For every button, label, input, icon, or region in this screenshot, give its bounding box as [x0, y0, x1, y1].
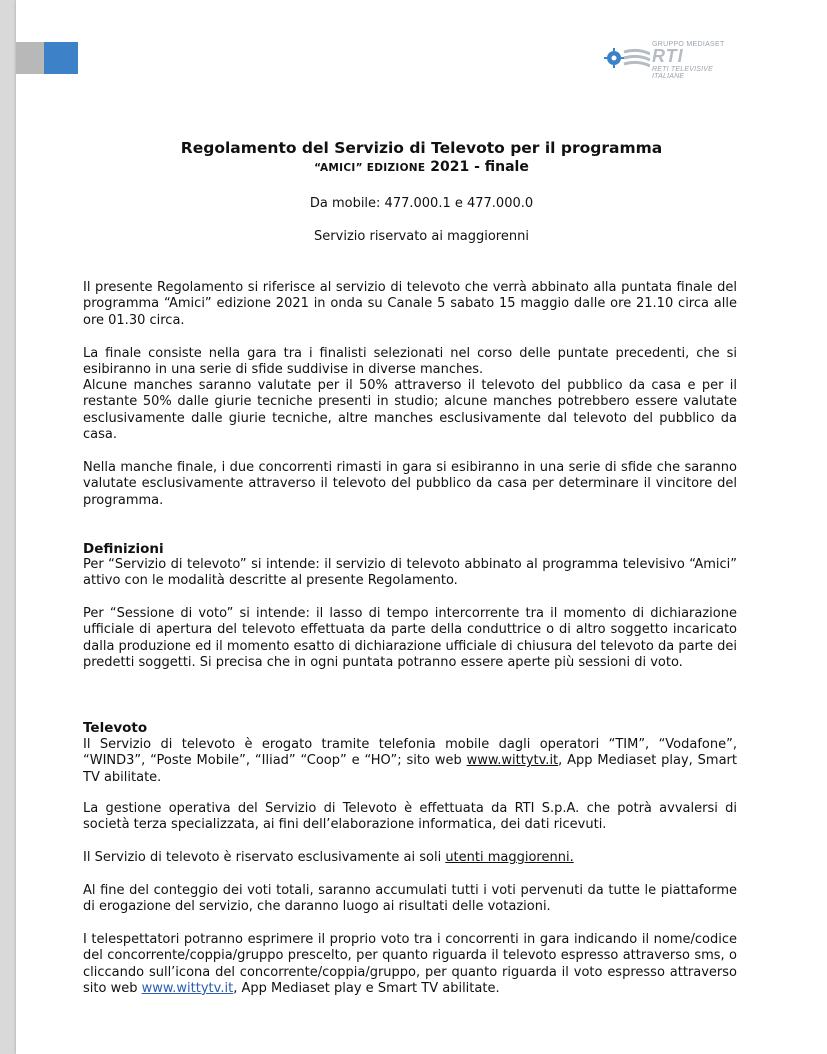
corner-accent-gray — [16, 42, 44, 74]
subtitle-program: “AMICI” EDIZIONE — [314, 162, 426, 174]
rti-logo — [604, 40, 744, 80]
document-subtitle — [16, 159, 827, 175]
corner-accent-blue — [44, 42, 78, 74]
wittytv-link-2[interactable]: www.wittytv.it — [141, 980, 234, 996]
televoto-p5-text: I telespettatori potranno esprimere il proprio voto tra i concorrenti in gara indicando il nome/codice del concorrente/coppia/gruppo prescelto, per quanto riguarda il televoto espresso attraverso sms, o cliccando sull’icona del concorrente/coppia/gruppo, per quanto riguarda il voto espresso attraverso sito web — [83, 932, 737, 996]
televoto-p5-tail: , App Mediaset play e Smart TV abilitate. — [233, 980, 500, 996]
intro-paragraph-1: Il presente Regolamento si riferisce al servizio di televoto che verrà abbinato alla puntata finale del programma “Amici” edizione 2021 in onda su Canale 5 sabato 15 maggio dalle ore 21.10 circa alle ore 01.30 circa. — [83, 280, 737, 328]
televoto-paragraph-2: La gestione operativa del Servizio di Televoto è effettuata da RTI S.p.A. che potrà avvalersi di società terza specializzata, ai fini dell’elaborazione informatica, dei dati ricevuti. — [83, 801, 737, 833]
televoto-paragraph-5 — [83, 932, 737, 997]
televoto-paragraph-4: Al fine del conteggio dei voti totali, saranno accumulati tutti i voti pervenuti da tutte le piattaforme di erogazione del servizio, che daranno luogo ai risultati delle votazioni. — [83, 883, 737, 915]
intro-paragraph-2: La finale consiste nella gara tra i finalisti selezionati nel corso delle puntate precedenti, che si esibiranno in una serie di sfide suddivise in diverse manches. — [83, 346, 737, 378]
wittytv-link[interactable]: www.wittytv.it — [466, 753, 559, 769]
televoto-paragraph-1 — [83, 737, 737, 786]
intro-paragraph-4: Nella manche finale, i due concorrenti rimasti in gara si esibiranno in una serie di sfide che saranno valutate esclusivamente attraverso il televoto del pubblico da casa per determinare il vincitore del programma. — [83, 460, 737, 508]
televoto-heading: Televoto — [83, 720, 148, 736]
televoto-paragraph-3 — [83, 850, 737, 866]
definizioni-heading: Definizioni — [83, 541, 164, 557]
logo-group-text: GRUPPO MEDIASET — [652, 41, 725, 48]
mobile-numbers: Da mobile: 477.000.1 e 477.000.0 — [309, 196, 534, 211]
maggiorenni-underlined: utenti maggiorenni. — [445, 850, 574, 865]
televoto-p3-text: Il Servizio di televoto è riservato esclusivamente ai soli — [83, 850, 446, 865]
logo-sub-text: RETI TELEVISIVE ITALIANE — [652, 66, 713, 80]
logo-rti-text: RTI — [652, 46, 684, 66]
subtitle-edition: 2021 - finale — [425, 159, 529, 175]
definizioni-paragraph-1: Per “Servizio di televoto” si intende: il servizio di televoto abbinato al programma televisivo “Amici” attivo con le modalità descritte al presente Regolamento. — [83, 557, 737, 589]
televoto-p1-tail: , App Mediaset play, Smart TV abilitate. — [83, 753, 737, 785]
reserved-notice: Servizio riservato ai maggiorenni — [314, 229, 529, 244]
document-page — [16, 0, 827, 1054]
rti-logo-icon — [604, 44, 650, 74]
definizioni-paragraph-2: Per “Sessione di voto” si intende: il lasso di tempo intercorrente tra il momento di dichiarazione ufficiale di apertura del televoto effettuata da parte della conduttrice o di altro soggetto incaricato dalla produzione ed il momento esatto di dichiarazione ufficiale di chiusura del televoto da parte dei predetti soggetti. Si precisa che in ogni puntata potranno essere aperte più sessioni di voto. — [83, 606, 737, 670]
televoto-p1-text: Il Servizio di televoto è erogato tramite telefonia mobile dagli operatori “TIM”, “Vodafone”, “WIND3”, “Poste Mobile”, “Iliad” “Coop” e “HO”; sito web — [83, 737, 737, 769]
intro-paragraph-3: Alcune manches saranno valutate per il 50% attraverso il televoto del pubblico da casa e per il restante 50% dalle giurie tecniche presenti in studio; alcune manches potrebbero essere valutate esclusivamente dalle giurie tecniche, altre manches esclusivamente dal televoto del pubblico da casa. — [83, 378, 737, 442]
document-title: Regolamento del Servizio di Televoto per il programma — [180, 139, 663, 157]
